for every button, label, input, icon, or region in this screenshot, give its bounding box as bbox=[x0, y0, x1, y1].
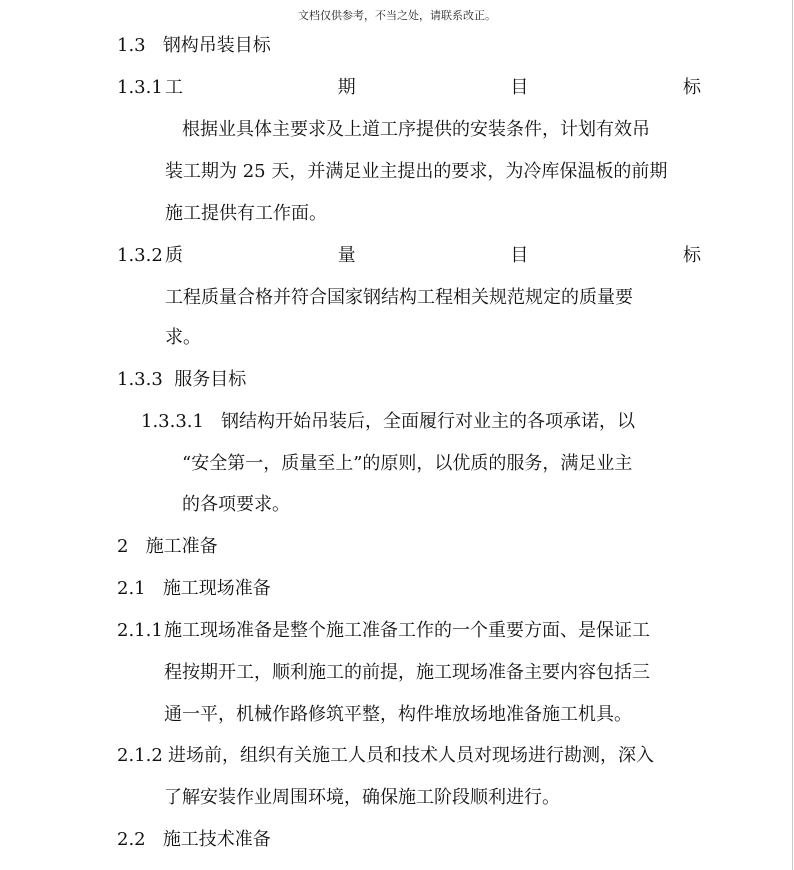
heading-number: 2.1 bbox=[117, 578, 146, 599]
paragraph-line: 施工现场准备是整个施工准备工作的一个重要方面、是保证工 bbox=[164, 620, 650, 641]
heading-1-3-3 bbox=[117, 368, 246, 392]
title-char: 质 bbox=[165, 245, 183, 266]
heading-title: 施工准备 bbox=[145, 536, 218, 557]
paragraph-line: 钢结构开始吊装后，全面履行对业主的各项承诺，以 bbox=[221, 411, 635, 432]
item-2-1-2-number: 2.1.2 bbox=[117, 745, 163, 766]
paragraph-line: 求。 bbox=[165, 327, 201, 348]
heading-1-3-1-number: 1.3.1 bbox=[117, 77, 163, 98]
paragraph-line: 的各项要求。 bbox=[182, 494, 290, 515]
heading-2-1 bbox=[117, 577, 271, 601]
heading-number: 1.3.3 bbox=[117, 369, 163, 390]
paragraph-line: 装工期为 25 天，并满足业主提出的要求，为冷库保温板的前期 bbox=[165, 161, 668, 182]
paragraph-line: 根据业具体主要求及上道工序提供的安装条件，计划有效吊 bbox=[182, 119, 650, 140]
heading-1-3-2-title bbox=[165, 244, 701, 268]
heading-number: 2.2 bbox=[117, 829, 146, 850]
page-header-note: 文档仅供参考，不当之处，请联系改正。 bbox=[298, 9, 496, 22]
title-char: 标 bbox=[682, 245, 701, 266]
heading-number: 1.3 bbox=[117, 35, 146, 56]
paragraph-line: 施工提供有工作面。 bbox=[165, 203, 327, 224]
heading-1-3 bbox=[117, 34, 271, 58]
paragraph-line: “安全第一，质量至上”的原则，以优质的服务，满足业主 bbox=[182, 453, 633, 474]
title-char: 标 bbox=[682, 77, 701, 98]
heading-2-2 bbox=[117, 828, 271, 852]
item-2-1-1-number: 2.1.1 bbox=[117, 620, 163, 641]
heading-number: 2 bbox=[117, 536, 129, 557]
title-char: 工 bbox=[165, 77, 183, 98]
title-char: 期 bbox=[337, 77, 356, 98]
heading-title: 钢构吊装目标 bbox=[162, 35, 271, 56]
paragraph-line: 进场前，组织有关施工人员和技术人员对现场进行勘测，深入 bbox=[168, 745, 654, 766]
heading-title: 施工技术准备 bbox=[162, 829, 271, 850]
item-1-3-3-1-number: 1.3.3.1 bbox=[141, 411, 204, 432]
paragraph-line: 通一平，机械作路修筑平整，构件堆放场地准备施工机具。 bbox=[164, 704, 632, 725]
paragraph-line: 了解安装作业周围环境，确保施工阶段顺利进行。 bbox=[164, 787, 560, 808]
heading-title: 施工现场准备 bbox=[162, 578, 271, 599]
heading-2 bbox=[117, 535, 218, 559]
paragraph-line: 工程质量合格并符合国家钢结构工程相关规范规定的质量要 bbox=[165, 287, 633, 308]
heading-1-3-2-number: 1.3.2 bbox=[117, 245, 163, 266]
heading-title: 服务目标 bbox=[174, 369, 247, 390]
heading-1-3-1-title bbox=[165, 76, 701, 100]
title-char: 目 bbox=[510, 245, 529, 266]
title-char: 目 bbox=[510, 77, 529, 98]
paragraph-line: 程按期开工，顺利施工的前提，施工现场准备主要内容包括三 bbox=[164, 662, 650, 683]
title-char: 量 bbox=[337, 245, 356, 266]
